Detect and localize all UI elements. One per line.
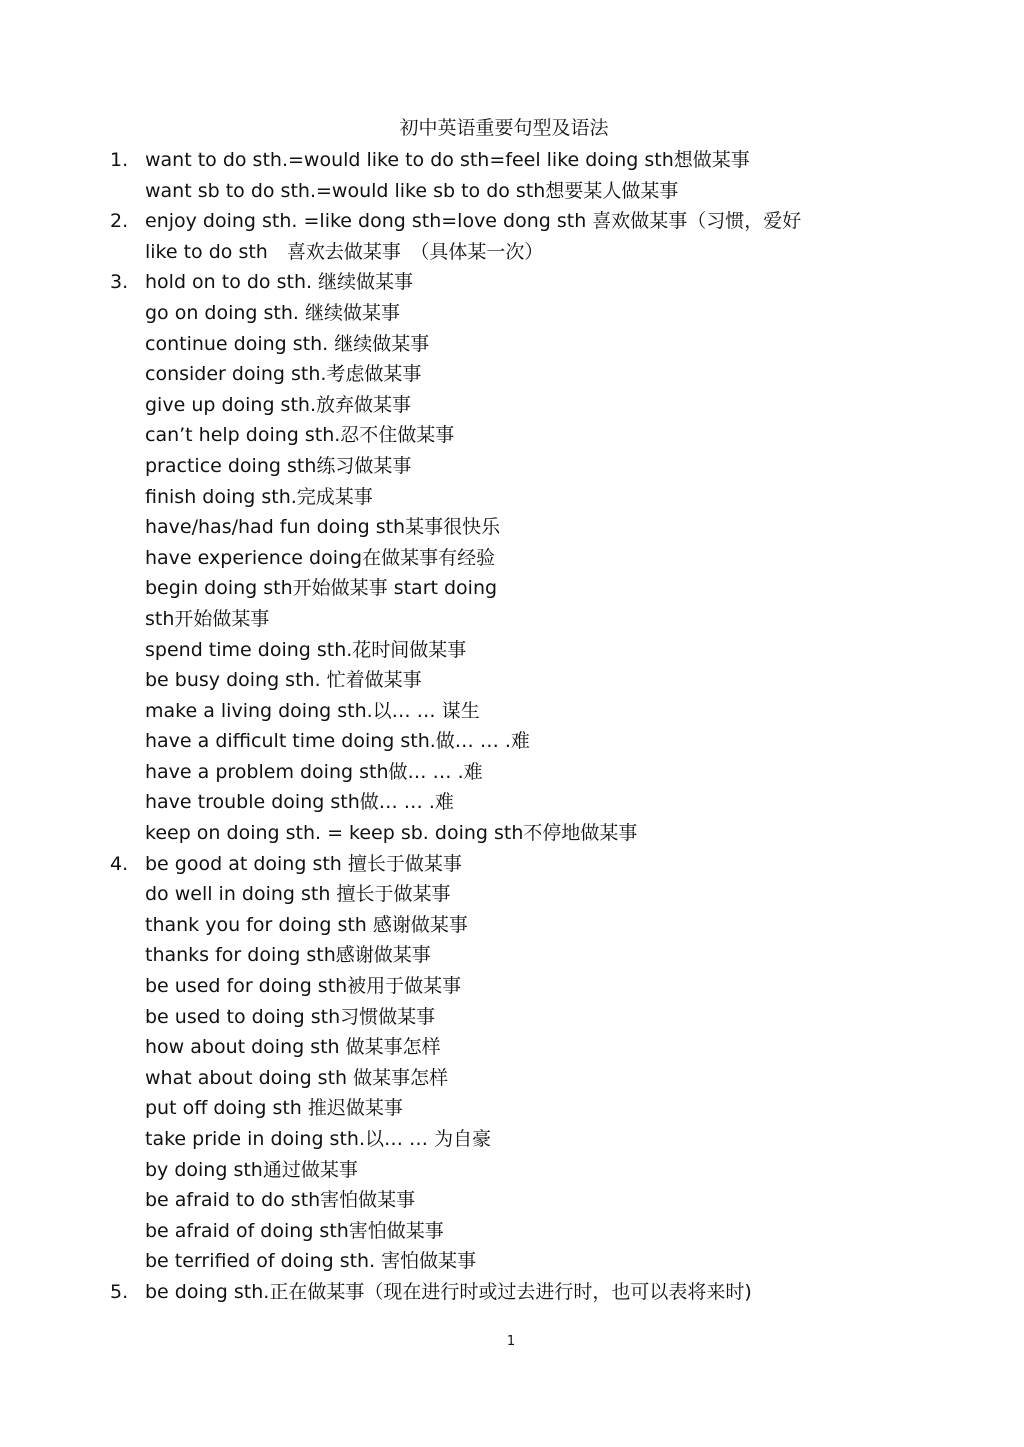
line-13 bbox=[0, 512, 1024, 543]
line-1 bbox=[0, 145, 1024, 176]
line-34 bbox=[0, 1155, 1024, 1186]
line-14 bbox=[0, 543, 1024, 574]
line-text: spend time doing sth.花时间做某事 bbox=[145, 638, 467, 661]
line-text: be afraid to do sth害怕做某事 bbox=[145, 1189, 416, 1212]
line-2 bbox=[0, 176, 1024, 207]
line-27 bbox=[0, 940, 1024, 971]
line-text: make a living doing sth.以… … 谋生 bbox=[145, 699, 480, 722]
line-text: want to do sth.=would like to do sth=feel like doing sth想做某事 bbox=[145, 149, 750, 171]
line-text: be doing sth.正在做某事（现在进行时或过去进行时，也可以表将来时) bbox=[145, 1280, 752, 1303]
line-text: thanks for doing sth感谢做某事 bbox=[145, 944, 431, 967]
line-7 bbox=[0, 329, 1024, 360]
line-text: like to do sth 喜欢去做某事 （具体某一次） bbox=[145, 240, 544, 263]
line-15 bbox=[0, 573, 1024, 604]
line-3 bbox=[0, 206, 1024, 237]
line-33 bbox=[0, 1124, 1024, 1155]
line-11 bbox=[0, 451, 1024, 482]
item-number: 4. bbox=[110, 852, 129, 875]
line-text: practice doing sth练习做某事 bbox=[145, 454, 412, 477]
line-text: can’t help doing sth.忍不住做某事 bbox=[145, 424, 455, 447]
line-32 bbox=[0, 1093, 1024, 1124]
line-text: begin doing sth开始做某事 start doing bbox=[145, 577, 498, 600]
line-text: want sb to do sth.=would like sb to do sth想要某人做某事 bbox=[145, 179, 679, 202]
line-24 bbox=[0, 849, 1024, 880]
line-20 bbox=[0, 726, 1024, 757]
item-number: 1. bbox=[110, 149, 129, 171]
line-text: have a difficult time doing sth.做… … .难 bbox=[145, 730, 530, 753]
page-number: 1 bbox=[506, 1334, 516, 1349]
line-16 bbox=[0, 604, 1024, 635]
line-text: continue doing sth. 继续做某事 bbox=[145, 332, 430, 355]
line-37 bbox=[0, 1246, 1024, 1277]
line-text: be used to doing sth习惯做某事 bbox=[145, 1005, 436, 1028]
line-4 bbox=[0, 237, 1024, 268]
line-35 bbox=[0, 1185, 1024, 1216]
line-text: consider doing sth.考虑做某事 bbox=[145, 363, 422, 386]
line-text: hold on to do sth. 继续做某事 bbox=[145, 271, 414, 294]
line-30 bbox=[0, 1032, 1024, 1063]
line-text: thank you for doing sth 感谢做某事 bbox=[145, 913, 468, 936]
item-number: 2. bbox=[110, 210, 129, 233]
line-text: be terrified of doing sth. 害怕做某事 bbox=[145, 1250, 477, 1273]
line-text: give up doing sth.放弃做某事 bbox=[145, 393, 411, 416]
line-21 bbox=[0, 757, 1024, 788]
line-text: go on doing sth. 继续做某事 bbox=[145, 301, 401, 324]
line-18 bbox=[0, 665, 1024, 696]
line-text: how about doing sth 做某事怎样 bbox=[145, 1036, 441, 1059]
line-text: have trouble doing sth做… … .难 bbox=[145, 791, 454, 814]
line-8 bbox=[0, 359, 1024, 390]
line-text: take pride in doing sth.以… … 为自豪 bbox=[145, 1128, 492, 1150]
line-28 bbox=[0, 971, 1024, 1002]
line-31 bbox=[0, 1063, 1024, 1094]
line-38 bbox=[0, 1277, 1024, 1308]
line-19 bbox=[0, 696, 1024, 727]
line-text: what about doing sth 做某事怎样 bbox=[145, 1066, 449, 1089]
line-text: sth开始做某事 bbox=[145, 607, 270, 630]
line-23 bbox=[0, 818, 1024, 849]
line-text: have experience doing在做某事有经验 bbox=[145, 546, 496, 569]
line-22 bbox=[0, 787, 1024, 818]
line-26 bbox=[0, 910, 1024, 941]
line-text: be good at doing sth 擅长于做某事 bbox=[145, 852, 462, 875]
item-number: 5. bbox=[110, 1280, 129, 1303]
line-10 bbox=[0, 420, 1024, 451]
line-12 bbox=[0, 482, 1024, 513]
document-body bbox=[0, 145, 1024, 1308]
line-17 bbox=[0, 635, 1024, 666]
line-text: keep on doing sth. = keep sb. doing sth不停地做某事 bbox=[145, 822, 638, 845]
line-25 bbox=[0, 879, 1024, 910]
line-text: be afraid of doing sth害怕做某事 bbox=[145, 1219, 444, 1242]
line-text: have/has/had fun doing sth某事很快乐 bbox=[145, 516, 501, 539]
line-text: have a problem doing sth做… … .难 bbox=[145, 760, 483, 783]
line-text: do well in doing sth 擅长于做某事 bbox=[145, 883, 451, 906]
line-6 bbox=[0, 298, 1024, 329]
line-9 bbox=[0, 390, 1024, 421]
line-36 bbox=[0, 1216, 1024, 1247]
line-text: enjoy doing sth. =like dong sth=love dong sth 喜欢做某事（习惯，爱好 bbox=[145, 210, 802, 233]
line-text: be busy doing sth. 忙着做某事 bbox=[145, 669, 422, 692]
line-29 bbox=[0, 1002, 1024, 1033]
document-title: 初中英语重要句型及语法 bbox=[399, 117, 609, 139]
item-number: 3. bbox=[110, 271, 129, 294]
line-text: finish doing sth.完成某事 bbox=[145, 485, 373, 508]
line-text: by doing sth通过做某事 bbox=[145, 1158, 358, 1181]
line-text: be used for doing sth被用于做某事 bbox=[145, 975, 462, 998]
line-5 bbox=[0, 267, 1024, 298]
line-text: put off doing sth 推迟做某事 bbox=[145, 1097, 403, 1120]
